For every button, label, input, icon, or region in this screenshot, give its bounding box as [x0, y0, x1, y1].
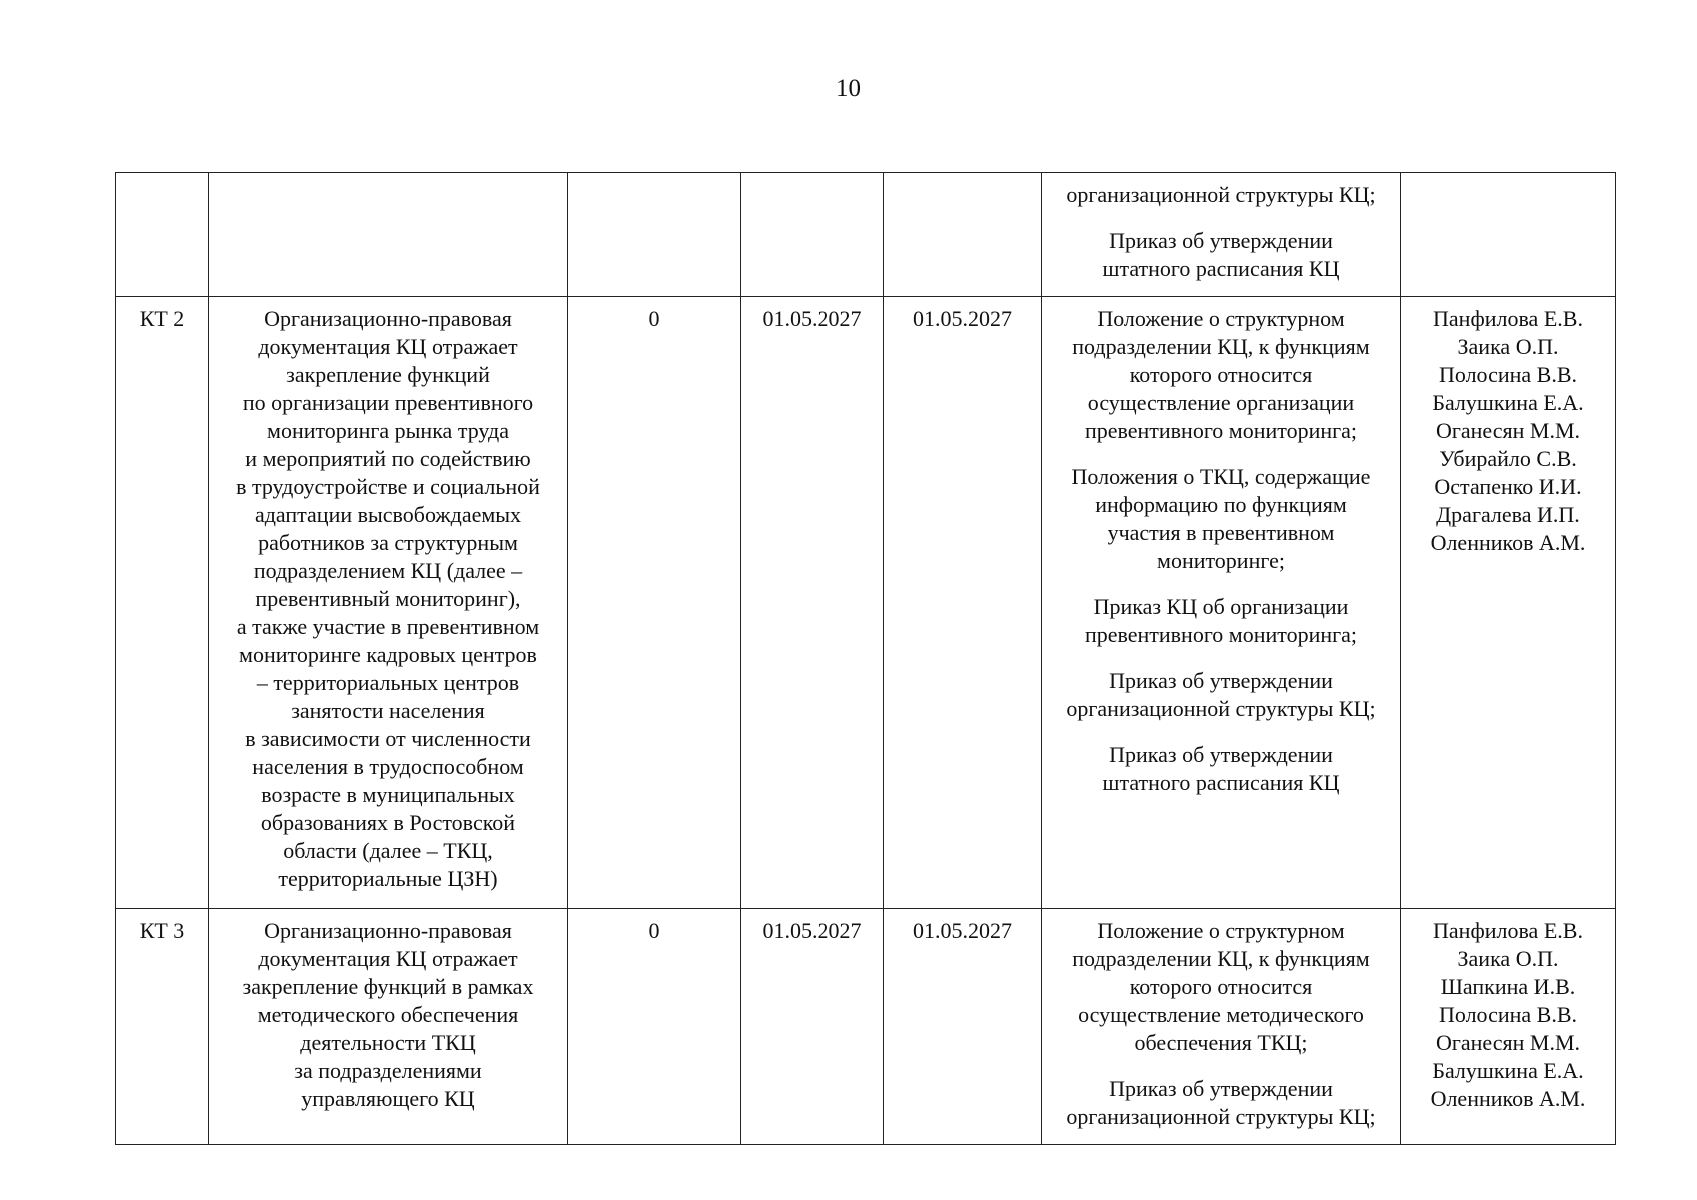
- code-text: КТ 2: [139, 306, 185, 331]
- description-line: превентивный мониторинг),: [255, 586, 521, 611]
- responsible-name: Оганесян М.М.: [1435, 418, 1581, 443]
- value-text: 0: [648, 306, 660, 331]
- cell-description: [209, 909, 568, 1145]
- document-item: [1048, 917, 1394, 1057]
- cell-date-start: [741, 909, 884, 1145]
- document-line: организационной структуры КЦ;: [1066, 1104, 1376, 1129]
- document-line: Положение о структурном: [1097, 918, 1345, 943]
- cell-documents: [1042, 297, 1401, 909]
- responsible-name: Драгалева И.П.: [1436, 502, 1580, 527]
- cell-description: [209, 297, 568, 909]
- cell-date-start: [741, 297, 884, 909]
- description-line: а также участие в превентивном: [236, 614, 540, 639]
- document-item: [1048, 463, 1394, 575]
- document-line: Приказ об утверждении: [1109, 1076, 1333, 1101]
- document-line: Приказ КЦ об организации: [1093, 594, 1349, 619]
- document-line: штатного расписания КЦ: [1102, 256, 1340, 281]
- document-item: [1048, 1075, 1394, 1131]
- description-line: занятости населения: [291, 698, 485, 723]
- description-line: населения в трудоспособном: [252, 754, 524, 779]
- document-item: [1048, 667, 1394, 723]
- cell-value: [568, 297, 741, 909]
- description-line: по организации превентивного: [242, 390, 534, 415]
- cell-code: [116, 909, 209, 1145]
- description-line: адаптации высвобождаемых: [254, 502, 522, 527]
- responsible-name: Балушкина Е.А.: [1432, 390, 1584, 415]
- value-text: 0: [648, 918, 660, 943]
- cell-documents: [1042, 173, 1401, 297]
- table-row: [116, 297, 1616, 909]
- description-line: Организационно-правовая: [264, 918, 512, 943]
- document-line: мониторинге;: [1157, 548, 1285, 573]
- cell-value: [568, 173, 741, 297]
- document-line: Положения о ТКЦ, содержащие: [1071, 464, 1371, 489]
- document-line: которого относится: [1129, 974, 1313, 999]
- document-line: организационной структуры КЦ;: [1066, 696, 1376, 721]
- cell-responsible: [1401, 909, 1616, 1145]
- description-line: за подразделениями: [294, 1058, 482, 1083]
- table-body: [116, 173, 1616, 1145]
- document-line: штатного расписания КЦ: [1102, 770, 1340, 795]
- cell-code: [116, 297, 209, 909]
- cell-responsible: [1401, 173, 1616, 297]
- document-line: Приказ об утверждении: [1109, 742, 1333, 767]
- document-line: превентивного мониторинга;: [1084, 418, 1358, 443]
- document-line: организационной структуры КЦ;: [1066, 182, 1376, 207]
- cell-value: [568, 909, 741, 1145]
- date-end-text: 01.05.2027: [913, 306, 1012, 331]
- document-line: осуществление методического: [1078, 1002, 1364, 1027]
- responsible-name: Шапкина И.В.: [1440, 974, 1576, 999]
- document-line: осуществление организации: [1087, 390, 1355, 415]
- responsible-name: Оленников А.М.: [1430, 1086, 1586, 1111]
- cell-documents: [1042, 909, 1401, 1145]
- cell-code: [116, 173, 209, 297]
- description-line: в зависимости от численности: [245, 726, 531, 751]
- control-points-table: [115, 172, 1616, 1145]
- document-line: которого относится: [1129, 362, 1313, 387]
- description-line: деятельности ТКЦ: [300, 1030, 476, 1055]
- description-line: методического обеспечения: [257, 1002, 519, 1027]
- cell-responsible: [1401, 297, 1616, 909]
- cell-date-start: [741, 173, 884, 297]
- description-line: закрепление функций в рамках: [242, 974, 534, 999]
- document-item: [1048, 227, 1394, 283]
- responsible-name: Панфилова Е.В.: [1433, 918, 1583, 943]
- cell-description: [209, 173, 568, 297]
- responsible-name: Панфилова Е.В.: [1433, 306, 1583, 331]
- description-line: работников за структурным: [258, 530, 518, 555]
- document-line: Приказ об утверждении: [1109, 668, 1333, 693]
- description-line: Организационно-правовая: [264, 306, 512, 331]
- description-line: территориальные ЦЗН): [278, 866, 498, 891]
- responsible-name: Полосина В.В.: [1438, 1002, 1578, 1027]
- document-item: [1048, 181, 1394, 209]
- document-line: обеспечения ТКЦ;: [1134, 1030, 1308, 1055]
- description-line: в трудоустройстве и социальной: [236, 474, 540, 499]
- date-start-text: 01.05.2027: [762, 306, 862, 331]
- description-line: подразделением КЦ (далее –: [253, 558, 523, 583]
- responsible-name: Убирайло С.В.: [1439, 446, 1577, 471]
- document-line: превентивного мониторинга;: [1084, 622, 1358, 647]
- document-line: информацию по функциям: [1095, 492, 1347, 517]
- cell-date-end: [884, 297, 1042, 909]
- document-line: подразделении КЦ, к функциям: [1072, 946, 1370, 971]
- document-item: [1048, 305, 1394, 445]
- responsible-name: Балушкина Е.А.: [1432, 1058, 1584, 1083]
- page-number: 10: [836, 75, 861, 102]
- responsible-name: Заика О.П.: [1457, 946, 1559, 971]
- responsible-name: Остапенко И.И.: [1434, 474, 1582, 499]
- document-line: подразделении КЦ, к функциям: [1072, 334, 1370, 359]
- description-line: документация КЦ отражает: [258, 334, 518, 359]
- responsible-name: Оленников А.М.: [1430, 530, 1586, 555]
- description-line: – территориальных центров: [256, 670, 520, 695]
- description-line: возрасте в муниципальных: [261, 782, 515, 807]
- document-item: [1048, 741, 1394, 797]
- responsible-name: Оганесян М.М.: [1435, 1030, 1581, 1055]
- code-text: КТ 3: [139, 918, 185, 943]
- date-end-text: 01.05.2027: [913, 918, 1012, 943]
- document-line: участия в превентивном: [1107, 520, 1335, 545]
- description-line: документация КЦ отражает: [258, 946, 518, 971]
- responsible-name: Заика О.П.: [1457, 334, 1559, 359]
- table-row: [116, 909, 1616, 1145]
- cell-date-end: [884, 173, 1042, 297]
- description-line: образованиях в Ростовской: [260, 810, 516, 835]
- description-line: мониторинге кадровых центров: [239, 642, 537, 667]
- document-line: Положение о структурном: [1097, 306, 1345, 331]
- responsible-name: Полосина В.В.: [1438, 362, 1578, 387]
- table-row: [116, 173, 1616, 297]
- description-line: управляющего КЦ: [301, 1086, 475, 1111]
- description-line: мониторинга рынка труда: [267, 418, 509, 443]
- document-item: [1048, 593, 1394, 649]
- description-line: и мероприятий по содействию: [245, 446, 531, 471]
- description-line: области (далее – ТКЦ,: [283, 838, 493, 863]
- cell-date-end: [884, 909, 1042, 1145]
- date-start-text: 01.05.2027: [762, 918, 862, 943]
- document-line: Приказ об утверждении: [1109, 228, 1333, 253]
- description-line: закрепление функций: [286, 362, 490, 387]
